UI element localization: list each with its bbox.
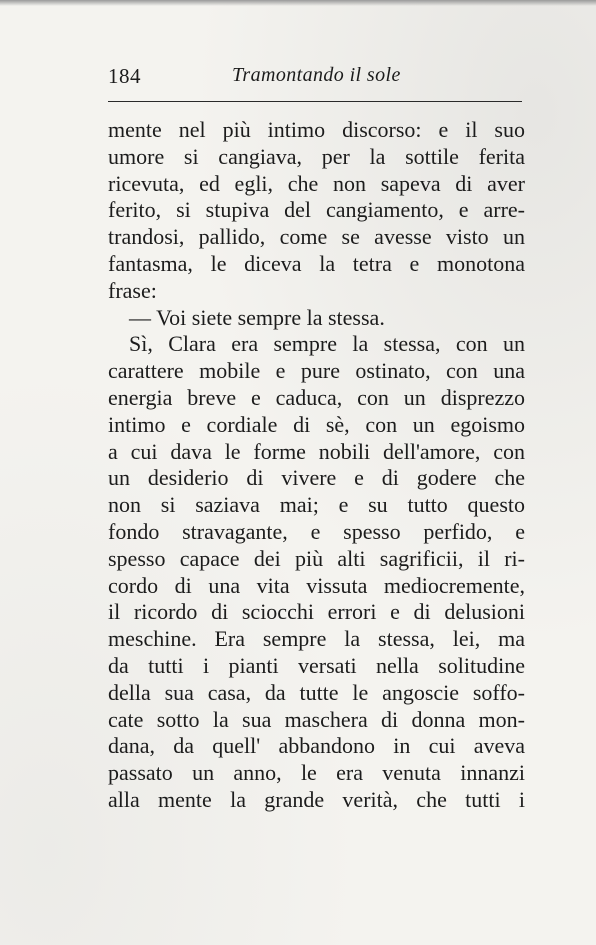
text-line: il ricordo di sciocchi errori e di delusioni	[108, 599, 525, 625]
running-head	[108, 64, 528, 92]
text-line: trandosi, pallido, come se avesse visto un	[108, 224, 525, 250]
running-title: Tramontando il sole	[232, 64, 401, 86]
text-line: non si saziava mai; e su tutto questo	[108, 492, 525, 518]
text-line: intimo e cordiale di sè, con un egoismo	[108, 411, 525, 437]
body-text	[108, 117, 528, 814]
text-line: a cui dava le forme nobili dell'amore, con	[108, 438, 525, 464]
text-line: cate sotto la sua maschera di donna mon-	[108, 706, 525, 732]
text-line: meschine. Era sempre la stessa, lei, ma	[108, 626, 525, 652]
text-line: energia breve e caduca, con un disprezzo	[108, 384, 525, 410]
dialogue-line: — Voi siete sempre la stessa.	[129, 304, 385, 330]
text-line: umore si cangiava, per la sottile ferita	[108, 143, 525, 169]
paragraph-first-line: Sì, Clara era sempre la stessa, con un	[129, 331, 525, 357]
text-line: cordo di una vita vissuta mediocremente,	[108, 572, 525, 598]
text-line: passato un anno, le era venuta innanzi	[108, 760, 525, 786]
text-line: un desiderio di vivere e di godere che	[108, 465, 525, 491]
text-line: fondo stravagante, e spesso perfido, e	[108, 518, 525, 544]
text-line: spesso capace dei più alti sagrificii, il ri-	[108, 545, 525, 571]
text-line: fantasma, le diceva la tetra e monotona	[108, 250, 525, 276]
page-top-edge	[0, 0, 596, 6]
text-line: frase:	[108, 277, 157, 303]
text-line: ricevuta, ed egli, che non sapeva di aver	[108, 170, 525, 196]
page-number: 184	[108, 64, 141, 88]
text-line: alla mente la grande verità, che tutti i	[108, 786, 525, 812]
header-rule	[108, 101, 522, 102]
text-line: da tutti i pianti versati nella solitudine	[108, 652, 525, 678]
text-line: della sua casa, da tutte le angoscie soffo-	[108, 679, 525, 705]
text-line: mente nel più intimo discorso: e il suo	[108, 117, 525, 142]
text-line: dana, da quell' abbandono in cui aveva	[108, 733, 525, 759]
text-line: ferito, si stupiva del cangiamento, e arre-	[108, 197, 525, 223]
text-line: carattere mobile e pure ostinato, con una	[108, 358, 525, 384]
